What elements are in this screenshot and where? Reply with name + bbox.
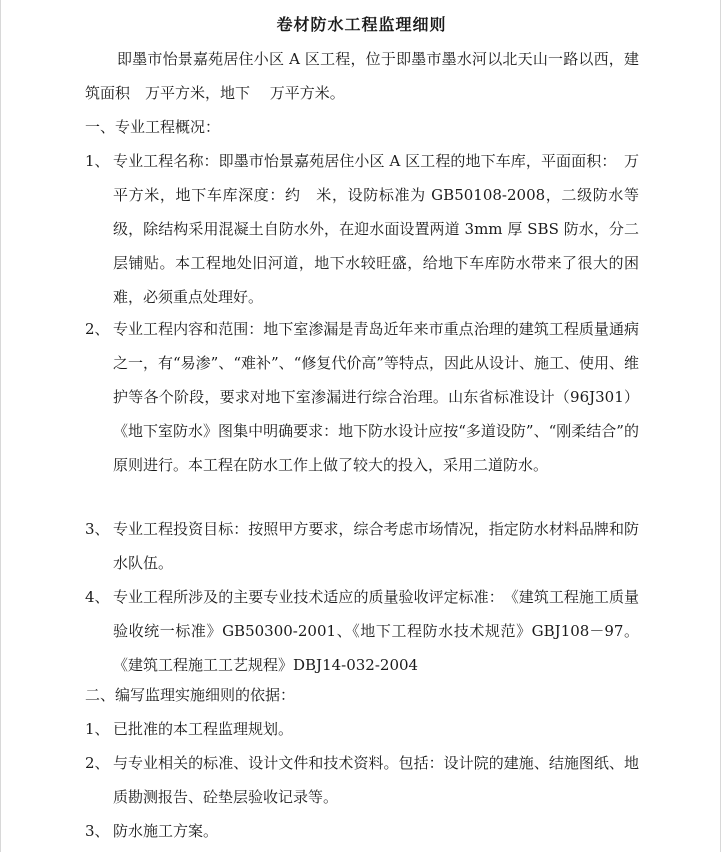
list-item [85,144,639,314]
list-item-text: 与专业相关的标准、设计文件和技术资料。包括：设计院的建施、结施图纸、地质勘测报告、砼垫层验收记录等。 [113,754,639,806]
list-item-text: 专业工程名称：即墨市怡景嘉苑居住小区 A 区工程的地下车库，平面面积： 万平方米，地下车库深度：约 米，设防标准为 GB50108-2008，二级防水等级，除结构采用混凝土自防水外，在迎水面设置两道 3mm 厚 SBS 防水，分二层铺贴。本工程地处旧河道，地下水较旺盛，给地下车库防水带来了很大的困难，必须重点处理好。 [113,152,639,306]
list-item-number: 1、 [85,720,110,738]
list-item-text: 专业工程内容和范围：地下室渗漏是青岛近年来市重点治理的建筑工程质量通病之一，有“易渗”、“难补”、“修复代价高”等特点，因此从设计、施工、使用、维护等各个阶段，要求对地下室渗漏进行综合治理。山东省标准设计（96J301）《地下室防水》图集中明确要求：地下防水设计应按“多道设防”、“刚柔结合”的原则进行。本工程在防水工作上做了较大的投入，采用二道防水。 [113,320,640,474]
list-item [85,814,639,848]
list-item-text: 专业工程投资目标：按照甲方要求，综合考虑市场情况，指定防水材料品牌和防水队伍。 [113,520,639,572]
list-item-text: 已批准的本工程监理规划。 [113,720,294,738]
list-item [85,580,639,682]
list-item [85,746,639,814]
section-heading-overview: 一、专业工程概况： [85,118,221,136]
list-item [85,712,639,746]
list-item [85,312,639,482]
document-title: 卷材防水工程监理细则 [276,15,447,34]
list-item-number: 2、 [85,754,110,772]
list-item [85,512,639,580]
list-item-number: 1、 [85,152,110,170]
intro-paragraph: 即墨市怡景嘉苑居住小区 A 区工程，位于即墨市墨水河以北天山一路以西，建筑面积 万平方米，地下 万平方米。 [85,50,639,102]
list-item-text: 防水施工方案。 [113,822,219,840]
list-item-number: 4、 [85,588,110,606]
list-item-number: 3、 [85,822,110,840]
list-item-number: 2、 [85,320,110,338]
list-item-number: 3、 [85,520,110,538]
section-heading-basis: 二、编写监理实施细则的依据： [85,686,296,704]
list-item-text: 专业工程所涉及的主要专业技术适应的质量验收评定标准： 《建筑工程施工质量验收统一标准》GB50300-2001、《地下工程防水技术规范》GBJ108－97。《建筑工程施工工艺规程》DBJ14-032-2004 [113,588,639,674]
